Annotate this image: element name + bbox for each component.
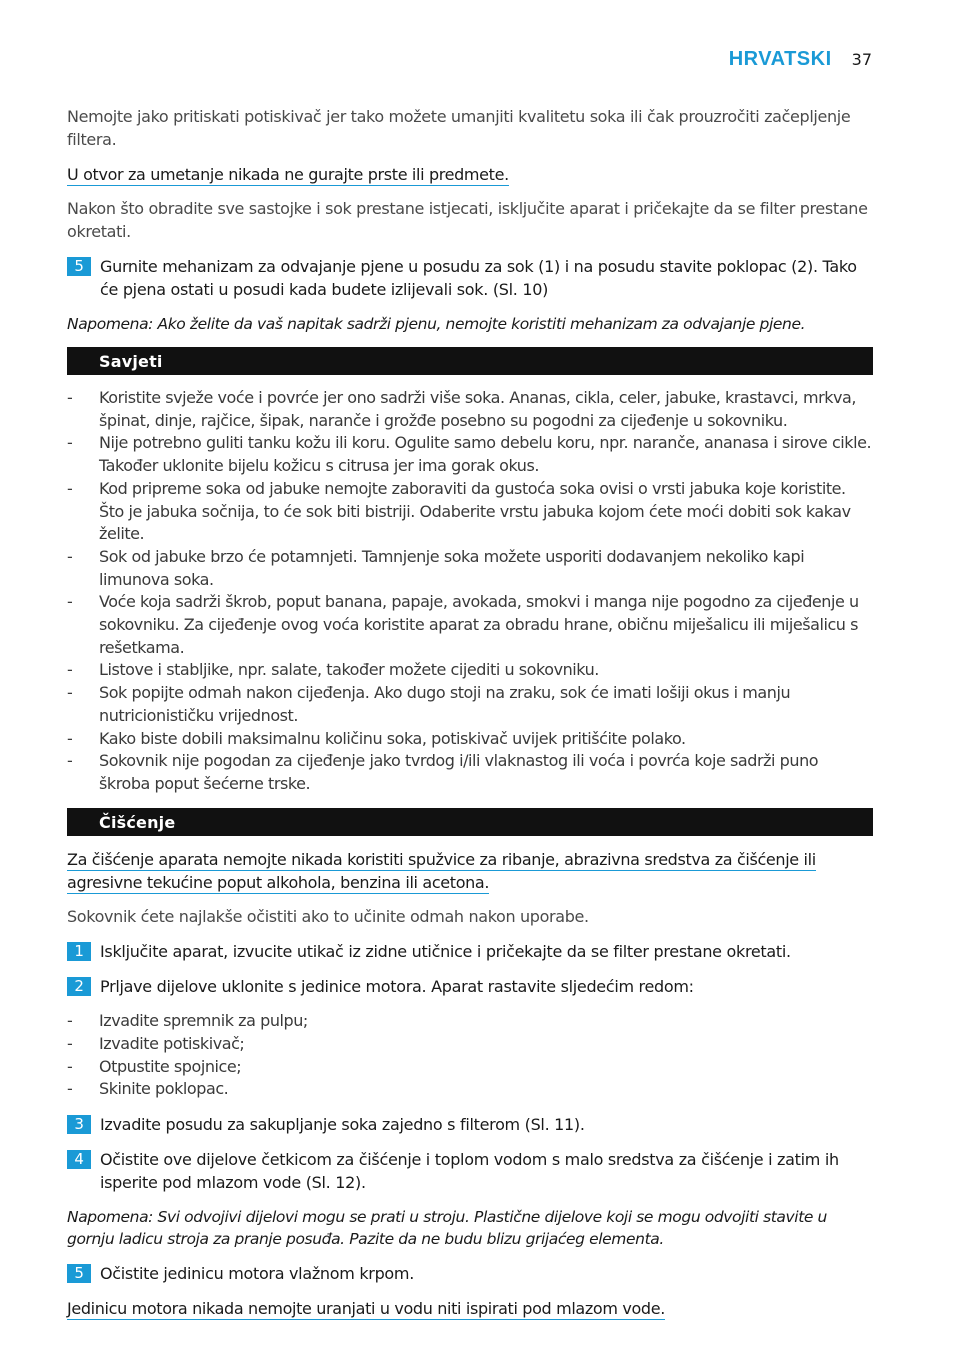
step-5-motor-unit — [67, 1262, 873, 1285]
dash-bullet-icon: - — [67, 592, 73, 612]
list-item-text: Sok od jabuke brzo će potamnjeti. Tamnjenje soka možete usporiti dodavanjem nekoliko kapi limunova soka. — [99, 546, 805, 589]
dash-bullet-icon: - — [67, 728, 73, 748]
list-item — [67, 1033, 873, 1056]
step-4-clean-parts — [67, 1148, 873, 1194]
step-3-remove-bowl — [67, 1113, 873, 1136]
list-item-text: Otpustite spojnice; — [99, 1056, 242, 1076]
warning-text: Jedinicu motora nikada nemojte uranjati u vodu niti ispirati pod mlazom vode. — [67, 1298, 665, 1318]
list-item — [67, 659, 873, 682]
dash-bullet-icon: - — [67, 478, 73, 498]
note-dishwasher: Napomena: Svi odvojivi dijelovi mogu se prati u stroju. Plastične dijelove koji se mogu odvojiti stavite u gornju ladicu stroja za pranje posuđa. Pazite da ne budu blizu grijaćeg elementa. — [67, 1207, 827, 1248]
list-item — [67, 682, 873, 727]
list-item-text: Koristite svježe voće i povrće jer ono sadrži više soka. Ananas, cikla, celer, jabuke, krastavci, mrkva, špinat, dinje, rajčice, šipak, naranče i grožđe posebno su pogodni za cijeđenje u sokovniku. — [99, 388, 857, 430]
dash-bullet-icon: - — [67, 1079, 73, 1099]
list-item — [67, 750, 873, 795]
step-number-badge: 5 — [67, 1264, 91, 1283]
dash-bullet-icon: - — [67, 1033, 73, 1053]
list-item — [67, 1010, 873, 1033]
step-number-badge: 1 — [67, 942, 91, 961]
list-item-text: Izvadite potiskivač; — [99, 1033, 245, 1053]
warning-text: Za čišćenje aparata nemojte nikada koristiti spužvice za ribanje, abrazivna sredstva za čišćenje ili agresivne tekućine poput alkohola, benzina ili acetona. — [67, 849, 816, 892]
dash-bullet-icon: - — [67, 660, 73, 680]
paragraph-cleaning-intro: Sokovnik ćete najlakše očistiti ako to učinite odmah nakon uporabe. — [67, 906, 589, 926]
paragraph-pressure: Nemojte jako pritiskati potiskivač jer tako možete umanjiti kvalitetu soka ili čak prouzročiti začepljenje filtera. — [67, 107, 851, 149]
list-item — [67, 591, 873, 659]
language-label: HRVATSKI — [728, 48, 832, 70]
dash-bullet-icon: - — [67, 1056, 73, 1076]
list-item-text: Kod pripreme soka od jabuke nemojte zaboraviti da gustoća soka ovisi o vrsti jabuka koje koristite. Što je jabuka sočnija, to će sok biti bistriji. Odaberite vrstu jabuka kojom ćete moći dobiti sok kakav želite. — [99, 478, 851, 544]
paragraph-after-processing: Nakon što obradite sve sastojke i sok prestane istjecati, isključite aparat i pričekajte da se filter prestane okretati. — [67, 199, 868, 241]
list-item-text: Sok popijte odmah nakon cijeđenja. Ako dugo stoji na zraku, sok će imati lošiji okus i manju nutricionističku vrijednost. — [99, 683, 791, 725]
list-item — [67, 478, 873, 546]
step-text: Izvadite posudu za sakupljanje soka zajedno s filterom (Sl. 11). — [100, 1114, 585, 1134]
step-text: Prljave dijelove uklonite s jedinice motora. Aparat rastavite sljedećim redom: — [100, 977, 694, 997]
page-content — [67, 106, 873, 1332]
dash-bullet-icon: - — [67, 683, 73, 703]
step-number-badge: 4 — [67, 1150, 91, 1169]
warning-fingers — [67, 163, 873, 186]
step-1-unplug — [67, 940, 873, 963]
step-text: Isključite aparat, izvucite utikač iz zidne utičnice i pričekajte da se filter prestane okretati. — [100, 942, 791, 962]
dash-bullet-icon: - — [67, 433, 73, 453]
warning-cleaning-agents — [67, 848, 873, 894]
list-item — [67, 1078, 873, 1101]
list-item — [67, 432, 873, 477]
list-item — [67, 546, 873, 591]
list-item-text: Listove i stabljike, npr. salate, također možete cijediti u sokovniku. — [99, 660, 599, 680]
tips-list — [67, 387, 873, 796]
dash-bullet-icon: - — [67, 1011, 73, 1031]
step-number-badge: 2 — [67, 977, 91, 996]
list-item-text: Voće koja sadrži škrob, poput banana, papaje, avokada, smokvi i manga nije pogodno za cijeđenje u sokovniku. Za cijeđenje ovog voća koristite aparat za obradu hrane, običnu miješalicu ili miješalicu s rešetkama. — [99, 592, 859, 657]
dash-bullet-icon: - — [67, 388, 73, 407]
step-2-disassemble — [67, 975, 873, 998]
step-text: Očistite ove dijelove četkicom za čišćenje i toplom vodom s malo sredstva za čišćenje i zatim ih isperite pod mlazom vode (Sl. 12). — [100, 1149, 839, 1192]
warning-text: U otvor za umetanje nikada ne gurajte prste ili predmete. — [67, 165, 509, 184]
step-5-froth — [67, 255, 873, 301]
list-item-text: Nije potrebno guliti tanku kožu ili koru. Ogulite samo debelu koru, npr. naranče, ananasa i sirove cikle. Također uklonite bijelu kožicu s citrusa jer ima gorak okus. — [99, 433, 872, 476]
page-header — [729, 48, 872, 71]
step-number-badge: 3 — [67, 1115, 91, 1134]
warning-immerse — [67, 1297, 873, 1320]
step-text: Gurnite mehanizam za odvajanje pjene u posudu za sok (1) i na posudu stavite poklopac (2). Tako će pjena ostati u posudi kada budete izlijevali sok. (Sl. 10) — [100, 257, 857, 299]
page-number: 37 — [851, 50, 872, 69]
section-header-savjeti: Savjeti — [67, 347, 873, 375]
step-text: Očistite jedinicu motora vlažnom krpom. — [100, 1263, 414, 1283]
list-item-text: Skinite poklopac. — [99, 1079, 229, 1099]
list-item-text: Kako biste dobili maksimalnu količinu soka, potiskivač uvijek pritišćite polako. — [99, 728, 686, 748]
list-item-text: Sokovnik nije pogodan za cijeđenje jako tvrdog i/ili vlaknastog ili voća i povrća koje sadrži puno škroba poput šećerne trske. — [99, 751, 819, 793]
section-header-ciscenje: Čišćenje — [67, 808, 873, 836]
dash-bullet-icon: - — [67, 546, 73, 566]
note-froth: Napomena: Ako želite da vaš napitak sadrži pjenu, nemojte koristiti mehanizam za odvajanje pjene. — [67, 315, 806, 333]
dash-bullet-icon: - — [67, 751, 73, 771]
list-item-text: Izvadite spremnik za pulpu; — [99, 1011, 308, 1031]
step-number-badge: 5 — [67, 257, 91, 276]
disassembly-list — [67, 1010, 873, 1101]
list-item — [67, 387, 873, 432]
list-item — [67, 728, 873, 751]
list-item — [67, 1056, 873, 1079]
